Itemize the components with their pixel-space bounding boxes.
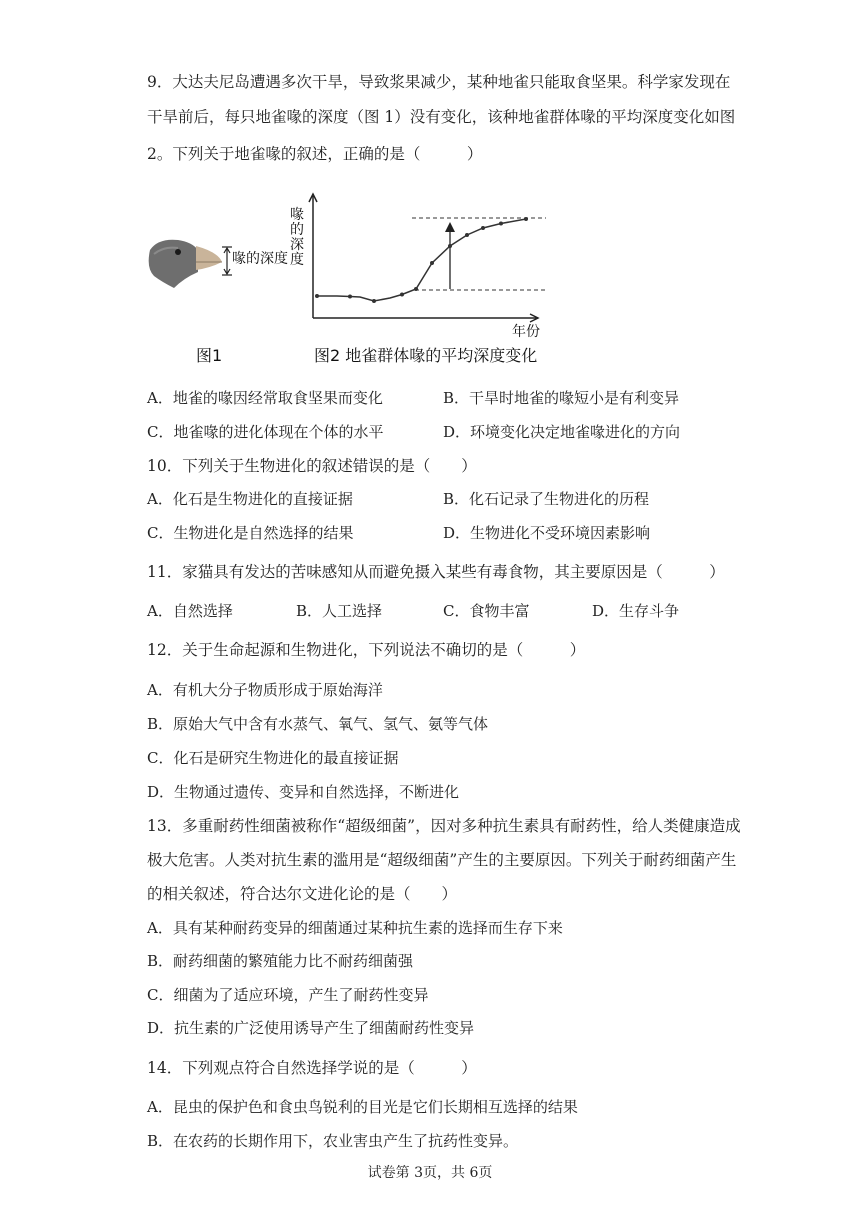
q10-stem: 10．下列关于生物进化的叙述错误的是（ ）	[147, 457, 477, 475]
q12-option-c: C．化石是研究生物进化的最直接证据	[147, 749, 399, 767]
q13-option-d: D．抗生素的广泛使用诱导产生了细菌耐药性变异	[147, 1019, 475, 1037]
q13-stem-line2: 极大危害。人类对抗生素的滥用是“超级细菌”产生的主要原因。下列关于耐药细菌产生	[147, 851, 737, 869]
q13-option-a: A．具有某种耐药变异的细菌通过某种抗生素的选择而生存下来	[147, 919, 563, 937]
q12-option-b: B．原始大气中含有水蒸气、氧气、氢气、氨等气体	[147, 715, 489, 733]
q11-stem: 11．家猫具有发达的苦味感知从而避免摄入某些有毒食物，其主要原因是（ ）	[147, 563, 725, 581]
q9-figure	[140, 188, 560, 378]
average-depth-curve	[317, 219, 526, 301]
q9-option-b: B．干旱时地雀的喙短小是有利变异	[443, 389, 680, 407]
q11-option-a: A．自然选择	[147, 602, 233, 620]
q10-option-c: C．生物进化是自然选择的结果	[147, 524, 354, 542]
curve-data-points	[315, 217, 528, 303]
q10-option-a: A．化石是生物进化的直接证据	[147, 490, 353, 508]
bird-head-illustration	[140, 232, 230, 292]
q10-option-d: D．生物进化不受环境因素影响	[443, 524, 651, 542]
q13-stem-line1: 13．多重耐药性细菌被称作“超级细菌”，因对多种抗生素具有耐药性，给人类健康造成	[147, 817, 741, 835]
fig1-caption: 图1	[196, 346, 223, 365]
q12-option-a: A．有机大分子物质形成于原始海洋	[147, 681, 383, 699]
q13-stem-line3: 的相关叙述，符合达尔文进化论的是（ ）	[147, 885, 458, 903]
q9-stem-line1: 9．大达夫尼岛遭遇多次干旱，导致浆果减少，某种地雀只能取食坚果。科学家发现在	[147, 73, 731, 91]
q13-option-b: B．耐药细菌的繁殖能力比不耐药细菌强	[147, 952, 414, 970]
q11-option-d: D．生存斗争	[592, 602, 680, 620]
fig2-caption: 图2 地雀群体喙的平均深度变化	[314, 346, 538, 365]
q10-option-b: B．化石记录了生物进化的历程	[443, 490, 650, 508]
fig1-depth-label: 喙的深度	[232, 251, 288, 267]
q9-option-d: D．环境变化决定地雀喙进化的方向	[443, 423, 681, 441]
chart-y-axis-label: 喙的深度	[290, 207, 304, 268]
q9-option-c: C．地雀喙的进化体现在个体的水平	[147, 423, 384, 441]
q11-option-b: B．人工选择	[296, 602, 383, 620]
chart-x-axis-label: 年份	[512, 324, 540, 340]
q9-stem-line2: 干旱前后，每只地雀喙的深度（图 1）没有变化，该种地雀群体喙的平均深度变化如图	[147, 108, 736, 126]
q12-stem: 12．关于生命起源和生物进化，下列说法不确切的是（ ）	[147, 641, 586, 659]
q12-option-d: D．生物通过遗传、变异和自然选择，不断进化	[147, 783, 460, 801]
page-footer: 试卷第 3页，共 6页	[367, 1165, 493, 1181]
q9-option-a: A．地雀的喙因经常取食坚果而变化	[147, 389, 383, 407]
q14-stem: 14．下列观点符合自然选择学说的是（ ）	[147, 1059, 477, 1077]
q14-option-b: B．在农药的长期作用下，农业害虫产生了抗药性变异。	[147, 1132, 519, 1150]
q11-option-c: C．食物丰富	[443, 602, 530, 620]
q14-option-a: A．昆虫的保护色和食虫鸟锐利的目光是它们长期相互选择的结果	[147, 1098, 578, 1116]
beak-depth-chart	[290, 188, 560, 338]
q9-stem-line3: 2。下列关于地雀喙的叙述，正确的是（ ）	[147, 145, 483, 163]
q13-option-c: C．细菌为了适应环境，产生了耐药性变异	[147, 986, 429, 1004]
